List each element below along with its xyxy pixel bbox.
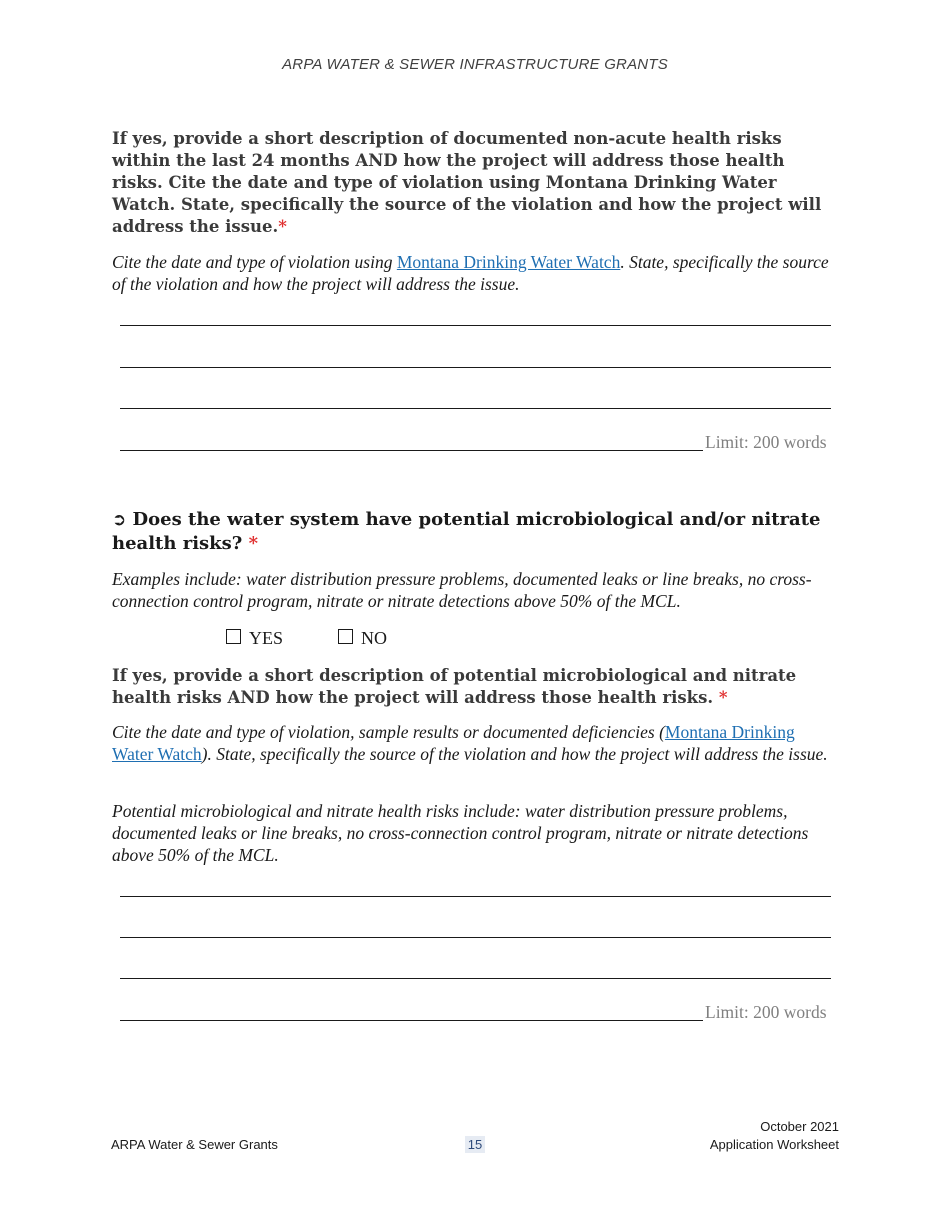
help-text-after-link: ). State, specifically the source of the violation and how the project will address the issue.: [201, 744, 828, 764]
answer-line-1[interactable]: [120, 896, 831, 897]
arrow-icon: ➲: [112, 510, 127, 530]
answer-line-4[interactable]: [120, 1020, 703, 1021]
required-asterisk: *: [278, 217, 287, 236]
help-text-non-acute: [112, 251, 840, 295]
page-header: ARPA WATER & SEWER INFRASTRUCTURE GRANTS: [282, 56, 668, 73]
question-text: Does the water system have potential microbiological and/or nitrate health risks?: [112, 509, 821, 554]
answer-line-4[interactable]: [120, 450, 703, 451]
answer-line-3[interactable]: [120, 408, 831, 409]
question-non-acute-risks: [112, 128, 840, 238]
help-text-microbiological: [112, 721, 840, 765]
question-microbiological-risks: [112, 508, 840, 555]
help-text-before-link: Cite the date and type of violation, sample results or documented deficiencies (: [112, 722, 665, 742]
answer-line-3[interactable]: [120, 978, 831, 979]
word-limit-label: Limit: 200 words: [705, 1002, 827, 1022]
page-number: 15: [465, 1136, 485, 1153]
risks-note: Potential microbiological and nitrate health risks include: water distribution pressure problems, documented leaks or line breaks, no cross-connection control program, nitrate or nitrate detections above 50% of the MCL.: [112, 801, 809, 865]
no-label: NO: [361, 628, 387, 648]
answer-line-1[interactable]: [120, 325, 831, 326]
answer-line-2[interactable]: [120, 367, 831, 368]
answer-line-2[interactable]: [120, 937, 831, 938]
word-limit-label: Limit: 200 words: [705, 432, 827, 452]
question-microbiological-description: [112, 665, 840, 709]
required-asterisk: *: [718, 688, 728, 707]
yes-option[interactable]: [226, 628, 283, 649]
footer-doc-type: Application Worksheet: [709, 1137, 839, 1152]
question-text: If yes, provide a short description of documented non-acute health risks within the last 24 months AND how the project will address those health risks. Cite the date and type of violation using Montana Drinking Water Watch. State, specifically the source of the violation and how the project will address the issue.: [112, 129, 822, 236]
montana-drinking-water-watch-link[interactable]: Montana Drinking Water Watch: [396, 252, 621, 272]
required-asterisk: *: [248, 533, 259, 554]
footer-date: October 2021: [760, 1119, 839, 1134]
no-checkbox[interactable]: [338, 629, 353, 644]
montana-drinking-water-watch-link[interactable]: Montana Drinking Water Watch: [112, 722, 795, 764]
footer-left: ARPA Water & Sewer Grants: [111, 1137, 278, 1152]
yes-checkbox[interactable]: [226, 629, 241, 644]
yes-label: YES: [249, 628, 284, 648]
question-text: If yes, provide a short description of potential microbiological and nitrate health risks AND how the project will address those health risks.: [112, 666, 797, 707]
examples-text: Examples include: water distribution pressure problems, documented leaks or line breaks, no cross-connection control program, nitrate or nitrate detections above 50% of the MCL.: [112, 569, 812, 611]
help-text-after-link: . State, specifically the source of the violation and how the project will address the issue.: [112, 252, 829, 294]
help-text-before-link: Cite the date and type of violation using: [112, 252, 397, 272]
no-option[interactable]: [338, 628, 387, 649]
